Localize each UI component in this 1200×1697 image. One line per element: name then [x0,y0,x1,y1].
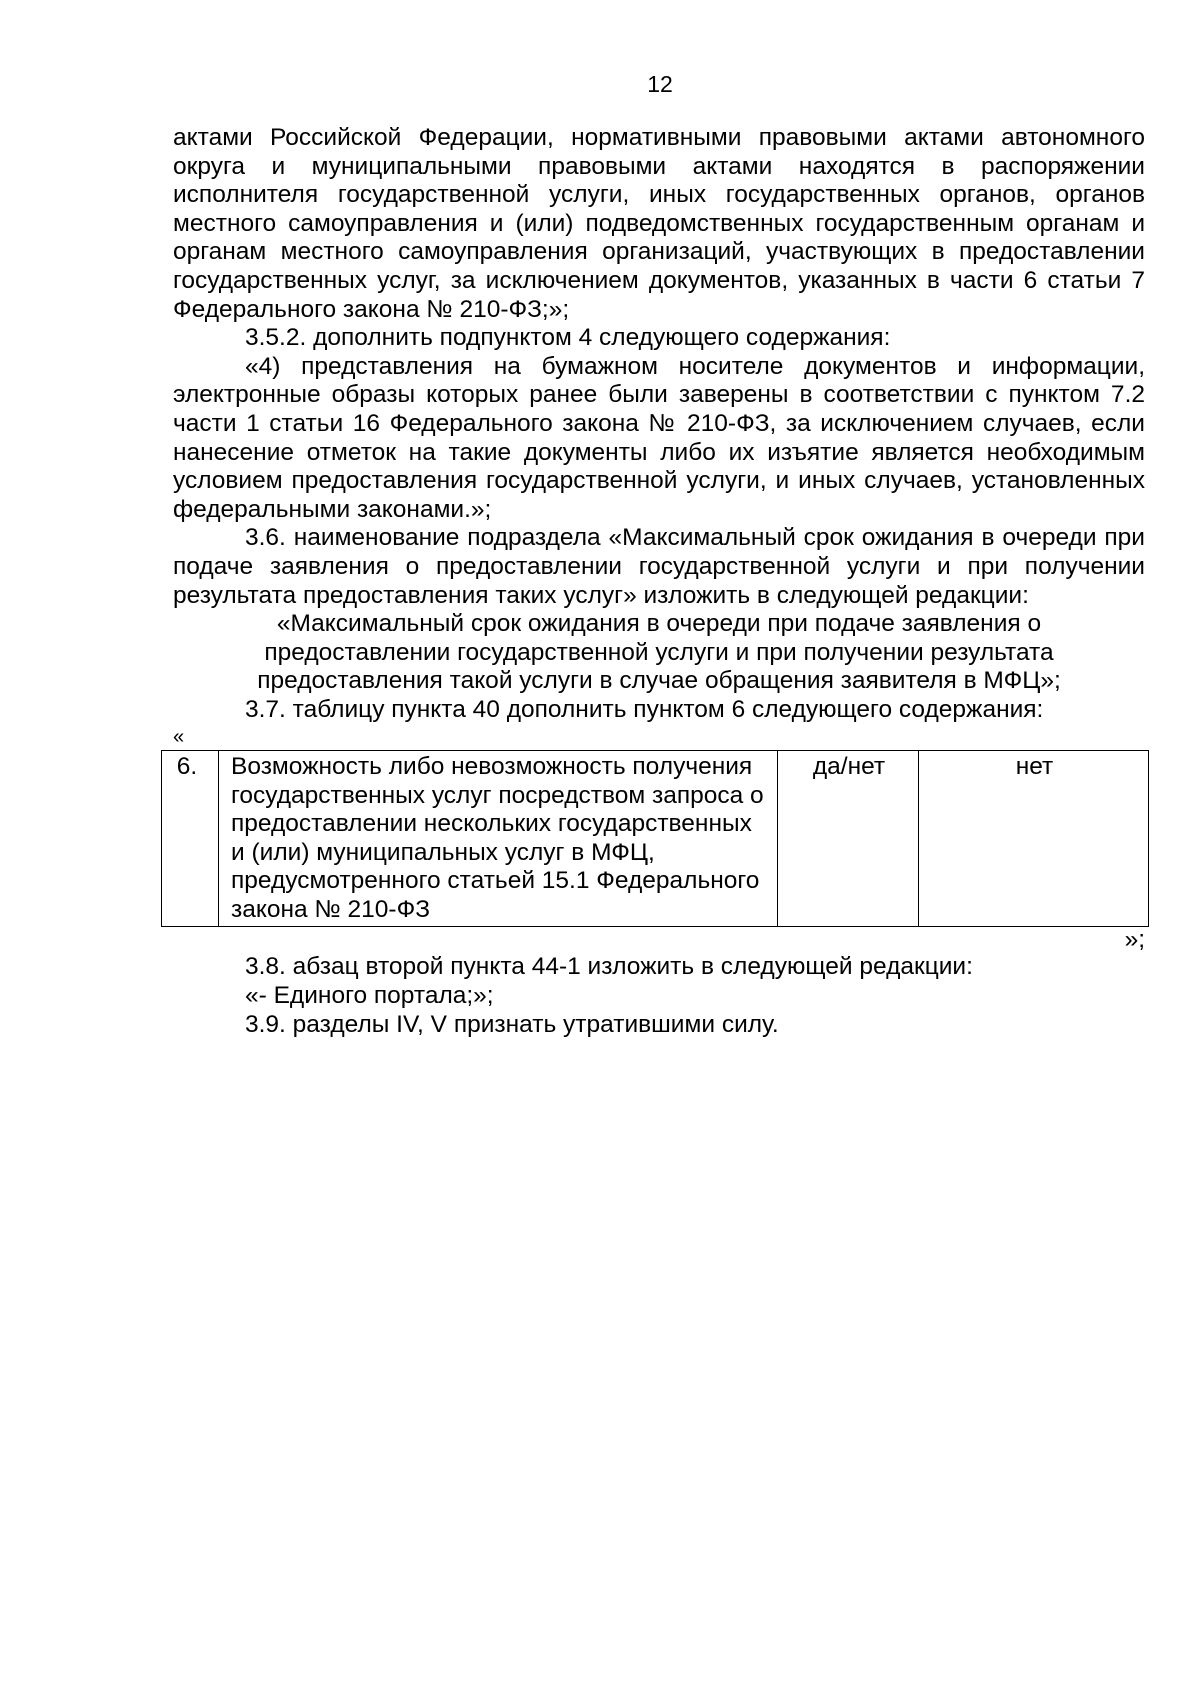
document-body [173,124,1145,1039]
table-cell-number: 6. [162,751,219,927]
paragraph-3-6: 3.6. наименование подраздела «Максимальный срок ожидания в очереди при подаче заявления о предоставлении государственной услуги и при получении результата предоставления таких услуг» изложить в следующей редакции: [173,524,1145,609]
table-row [162,751,1149,927]
paragraph-continuation: актами Российской Федерации, нормативными правовыми актами автономного округа и муниципальными правовыми актами находятся в распоряжении исполнителя государственной услуги, иных государственных органов, органов местного самоуправления и (или) подведомственных государственным органам и органам местного самоуправления организаций, участвующих в предоставлении государственных услуг, за исключением документов, указанных в части 6 статьи 7 Федерального закона № 210-ФЗ;»; [173,124,1145,323]
paragraph-3-5-2: 3.5.2. дополнить подпунктом 4 следующего содержания: [245,324,891,352]
paragraph-subsection-title: «Максимальный срок ожидания в очереди при подаче заявления о предоставлении государственной услуги и при получении результата предоставления такой услуги в случае обращения заявителя в МФЦ»; [257,610,1061,695]
amendment-table [161,750,1149,927]
paragraph-subitem-4: «4) представления на бумажном носителе документов и информации, электронные образы которых ранее были заверены в соответствии с пунктом 7.2 части 1 статьи 16 Федерального закона № 210-ФЗ, за исключением случаев, если нанесение отметок на такие документы либо их изъятие является необходимым условием предоставления государственной услуги, и иных случаев, установленных федеральными законами.»; [173,352,1145,523]
paragraph-3-9: 3.9. разделы IV, V признать утратившими силу. [245,1010,779,1038]
table-cell-description: Возможность либо невозможность получения государственных услуг посредством запроса о предоставлении нескольких государственных и (или) муниципальных услуг в МФЦ, предусмотренного статьей 15.1 Федерального закона № 210-ФЗ [219,751,778,927]
paragraph-3-8: 3.8. абзац второй пункта 44-1 изложить в следующей редакции: [245,953,973,981]
quote-close-mark: »; [1124,926,1145,954]
paragraph-portal: «- Единого портала;»; [245,982,494,1010]
table-cell-value: нет [919,751,1149,927]
table-cell-options: да/нет [778,751,919,927]
page-number: 12 [647,71,673,97]
paragraph-3-7: 3.7. таблицу пункта 40 дополнить пунктом 6 следующего содержания: [245,695,1044,723]
quote-open-mark: « [173,726,185,749]
